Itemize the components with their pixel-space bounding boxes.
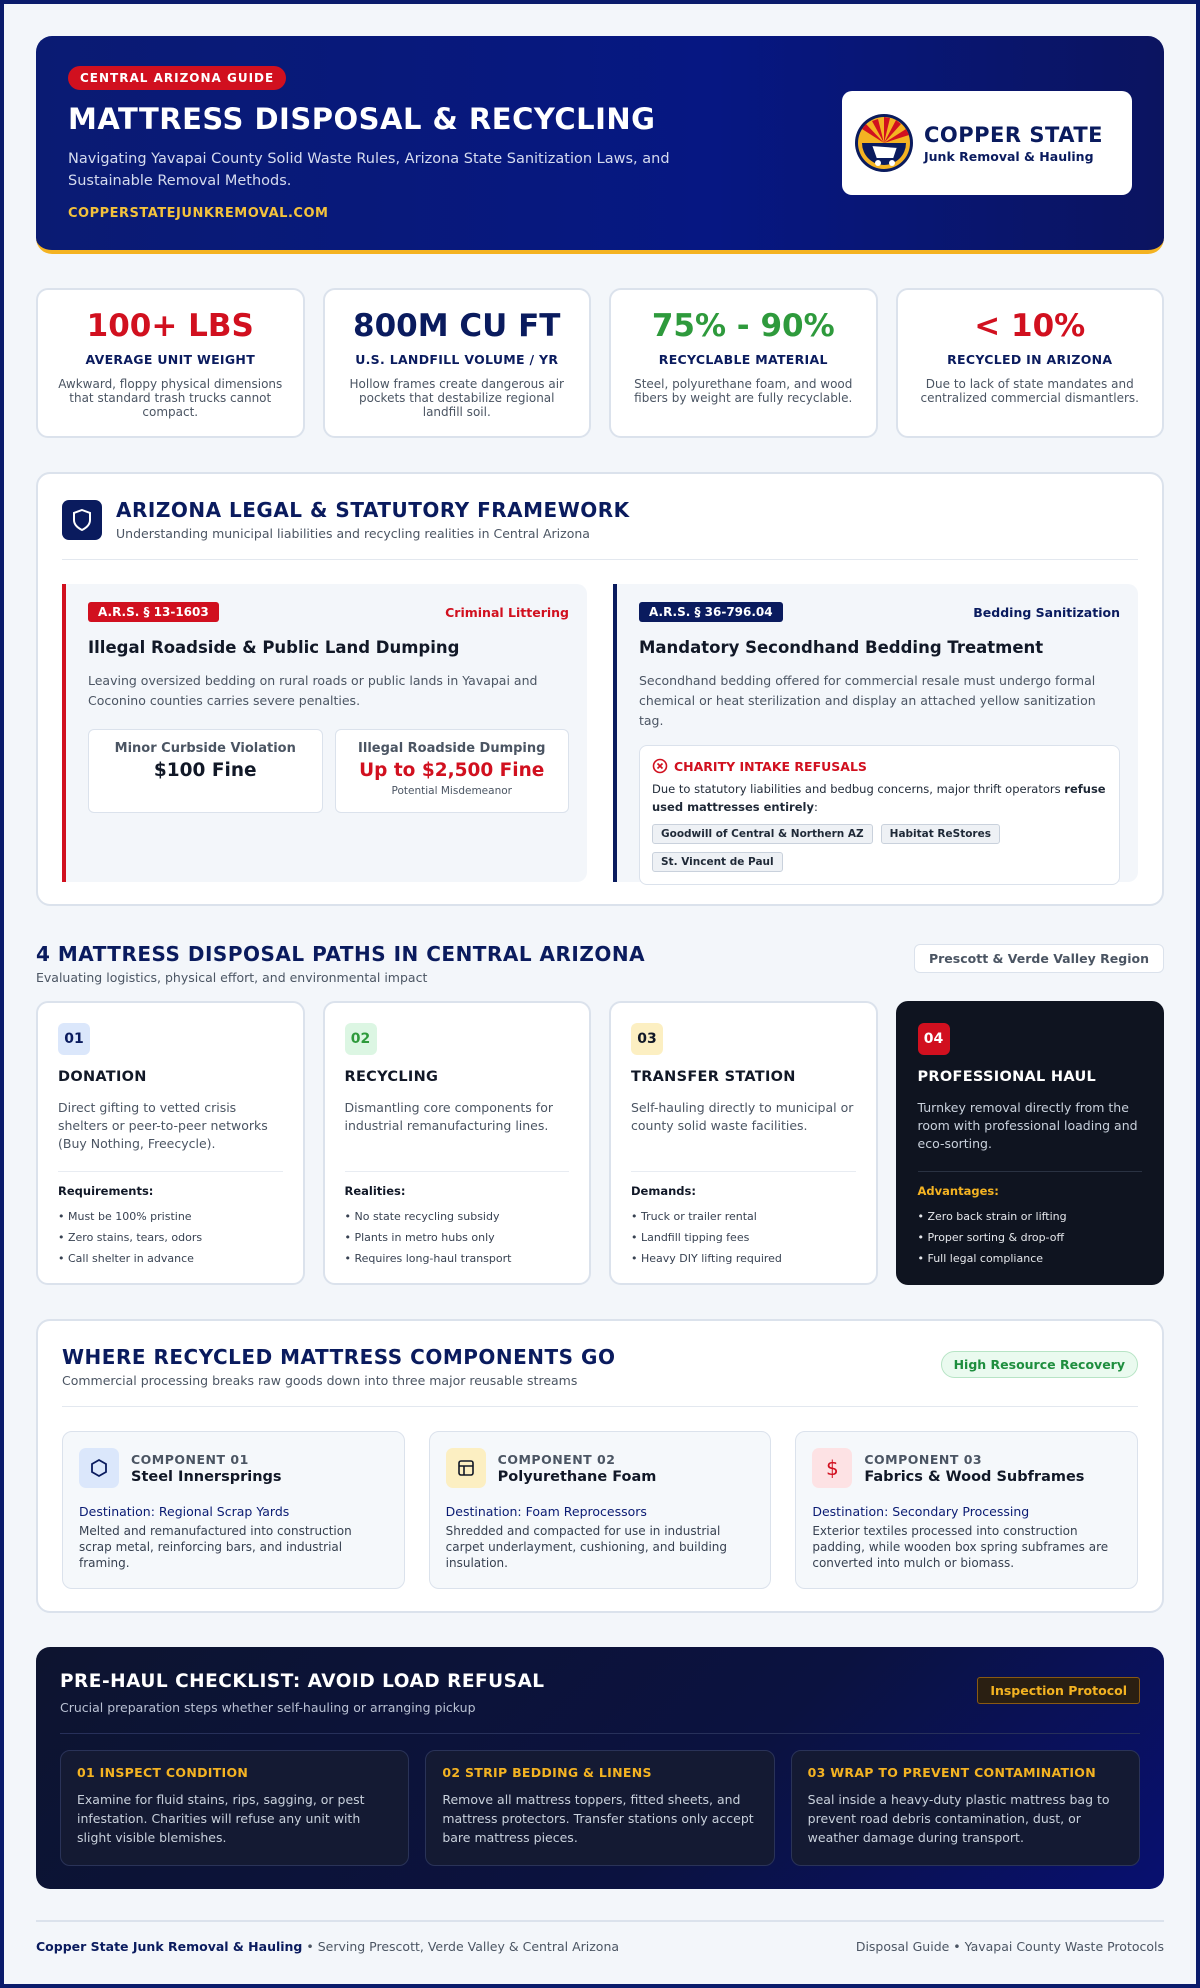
law-category: Bedding Sanitization <box>973 604 1120 620</box>
checklist-step <box>791 1750 1140 1866</box>
component-number: COMPONENT 01 <box>131 1451 249 1467</box>
charity-title: CHARITY INTAKE REFUSALS <box>674 758 867 774</box>
path-number: 01 <box>58 1023 90 1055</box>
section-title: ARIZONA LEGAL & STATUTORY FRAMEWORK <box>116 498 630 522</box>
stat-label: U.S. LANDFILL VOLUME / YR <box>355 352 559 367</box>
component-desc: Exterior textiles processed into construction padding, while wooden box spring subframes are converted into mulch or biomass. <box>812 1524 1109 1570</box>
sun-cart-logo-icon <box>854 113 914 173</box>
charity-chip: St. Vincent de Paul <box>652 852 783 872</box>
path-title: TRANSFER STATION <box>631 1069 796 1085</box>
law-heading: Illegal Roadside & Public Land Dumping <box>88 638 460 657</box>
stat-desc: Steel, polyurethane foam, and wood fibers by weight are fully recyclable. <box>634 377 853 405</box>
step-title: 02 STRIP BEDDING & LINENS <box>442 1765 652 1780</box>
components-section <box>36 1319 1164 1613</box>
legal-framework-section <box>36 472 1164 906</box>
hexagon-icon <box>79 1448 119 1488</box>
fine-value: $100 Fine <box>153 760 257 781</box>
layout-box-icon <box>446 1448 486 1488</box>
step-desc: Remove all mattress toppers, fitted sheets, and mattress protectors. Transfer stations only accept bare mattress pieces. <box>442 1792 754 1845</box>
component-name: Polyurethane Foam <box>497 1468 657 1485</box>
footer <box>36 1920 1164 1970</box>
component-card-foam <box>429 1431 772 1589</box>
statute-tag: A.R.S. § 36-796.04 <box>639 602 783 622</box>
law-heading: Mandatory Secondhand Bedding Treatment <box>639 638 1044 657</box>
region-badge: Prescott & Verde Valley Region <box>914 944 1164 973</box>
fine-box-illegal <box>335 729 570 813</box>
stat-card <box>323 288 592 438</box>
fine-label: Minor Curbside Violation <box>114 741 296 756</box>
footer-serving: • Serving Prescott, Verde Valley & Central Arizona <box>302 1938 620 1954</box>
path-list-head: Demands: <box>631 1184 696 1198</box>
paths-header <box>36 942 1164 985</box>
statute-tag: A.R.S. § 13-1603 <box>88 602 219 622</box>
section-subtitle: Crucial preparation steps whether self-hauling or arranging pickup <box>60 1700 476 1715</box>
stat-label: RECYCLED IN ARIZONA <box>947 352 1113 367</box>
law-desc: Leaving oversized bedding on rural roads or public lands in Yavapai and Coconino counties carries severe penalties. <box>88 673 538 708</box>
stat-value: 800M CU FT <box>353 308 561 344</box>
stat-value: 75% - 90% <box>651 308 835 344</box>
list-item: • Full legal compliance <box>917 1252 1044 1265</box>
component-number: COMPONENT 02 <box>497 1451 616 1467</box>
path-desc: Direct gifting to vetted crisis shelters or peer-to-peer networks (Buy Nothing, Freecycle). <box>58 1100 268 1151</box>
stats-row <box>36 288 1164 438</box>
list-item: • Zero stains, tears, odors <box>58 1231 203 1244</box>
path-card-recycling <box>323 1001 592 1285</box>
fine-note: Potential Misdemeanor <box>391 785 512 797</box>
list-item: • Zero back strain or lifting <box>917 1210 1067 1223</box>
section-subtitle: Evaluating logistics, physical effort, and environmental impact <box>36 970 428 985</box>
component-card-steel <box>62 1431 405 1589</box>
checklist-section <box>36 1647 1164 1889</box>
stat-desc: Awkward, floppy physical dimensions that standard trash trucks cannot compact. <box>58 377 283 419</box>
x-circle-icon <box>652 758 668 774</box>
checklist-step <box>60 1750 409 1866</box>
footer-left <box>36 1939 619 1954</box>
path-number: 03 <box>631 1023 663 1055</box>
charity-desc: Due to statutory liabilities and bedbug concerns, major thrift operators refuse used mattresses entirely: <box>652 782 1106 814</box>
stat-value: < 10% <box>974 308 1086 344</box>
path-title: DONATION <box>58 1069 147 1085</box>
guide-badge: CENTRAL ARIZONA GUIDE <box>68 66 286 90</box>
charity-refusal-box <box>639 745 1120 885</box>
path-title: PROFESSIONAL HAUL <box>917 1069 1097 1085</box>
path-number: 04 <box>918 1023 950 1055</box>
path-desc: Dismantling core components for industrial remanufacturing lines. <box>344 1100 553 1133</box>
step-title: 01 INSPECT CONDITION <box>77 1765 249 1780</box>
list-item: • Must be 100% pristine <box>58 1210 192 1223</box>
page-title: MATTRESS DISPOSAL & RECYCLING <box>68 102 656 136</box>
component-card-fabrics <box>795 1431 1138 1589</box>
path-number: 02 <box>345 1023 377 1055</box>
charity-chip: Goodwill of Central & Northern AZ <box>652 824 873 844</box>
stat-card <box>609 288 878 438</box>
shield-icon <box>62 500 102 540</box>
page <box>4 4 1196 1984</box>
component-destination: Destination: Regional Scrap Yards <box>79 1504 290 1519</box>
section-subtitle: Commercial processing breaks raw goods down into three major reusable streams <box>62 1373 578 1388</box>
component-desc: Melted and remanufactured into construction scrap metal, reinforcing bars, and industrial framing. <box>79 1524 352 1570</box>
section-title: PRE-HAUL CHECKLIST: AVOID LOAD REFUSAL <box>60 1671 545 1692</box>
component-destination: Destination: Foam Reprocessors <box>445 1504 647 1519</box>
law-card-littering <box>62 584 587 882</box>
law-category: Criminal Littering <box>445 604 569 620</box>
inspection-badge: Inspection Protocol <box>977 1677 1140 1704</box>
stat-desc: Due to lack of state mandates and centralized commercial dismantlers. <box>920 377 1139 405</box>
path-card-transfer-station <box>609 1001 878 1285</box>
step-desc: Seal inside a heavy-duty plastic mattress bag to prevent road debris contamination, dust, or weather damage during transport. <box>807 1792 1110 1845</box>
step-title: 03 WRAP TO PREVENT CONTAMINATION <box>807 1765 1096 1780</box>
component-name: Fabrics & Wood Subframes <box>864 1468 1085 1485</box>
stat-card <box>36 288 305 438</box>
fine-value: Up to $2,500 Fine <box>359 760 545 781</box>
footer-right: Disposal Guide • Yavapai County Waste Protocols <box>855 1938 1164 1954</box>
list-item: • Landfill tipping fees <box>631 1231 750 1244</box>
stat-label: RECYCLABLE MATERIAL <box>658 352 828 367</box>
hero-banner <box>36 36 1164 254</box>
component-desc: Shredded and compacted for use in industrial carpet underlayment, cushioning, and building insulation. <box>445 1524 728 1570</box>
checklist-step <box>425 1750 774 1866</box>
divider <box>60 1733 1140 1734</box>
company-logo <box>842 91 1132 195</box>
step-desc: Examine for fluid stains, rips, sagging, or pest infestation. Charities will refuse any unit with slight visible blemishes. <box>77 1792 365 1845</box>
charity-chip: Habitat ReStores <box>881 824 1000 844</box>
stat-label: AVERAGE UNIT WEIGHT <box>85 352 256 367</box>
section-subtitle: Understanding municipal liabilities and recycling realities in Central Arizona <box>116 526 590 541</box>
list-item: • No state recycling subsidy <box>344 1210 500 1223</box>
path-list-head: Realities: <box>344 1184 406 1198</box>
path-card-donation <box>36 1001 305 1285</box>
component-destination: Destination: Secondary Processing <box>812 1504 1030 1519</box>
law-desc: Secondhand bedding offered for commercial resale must undergo formal chemical or heat sterilization and display an attached yellow sanitization tag. <box>639 673 1096 728</box>
path-list-head: Advantages: <box>917 1184 999 1198</box>
divider <box>62 559 1138 560</box>
stat-desc: Hollow frames create dangerous air pockets that destabilize regional landfill soil. <box>349 377 564 419</box>
component-name: Steel Innersprings <box>131 1468 282 1485</box>
logo-tagline: Junk Removal & Hauling <box>924 148 1094 164</box>
stat-card <box>896 288 1165 438</box>
path-list-head: Requirements: <box>58 1184 154 1198</box>
section-title: WHERE RECYCLED MATTRESS COMPONENTS GO <box>62 1345 616 1369</box>
recovery-badge: High Resource Recovery <box>941 1351 1138 1378</box>
list-item: • Heavy DIY lifting required <box>631 1252 782 1265</box>
list-item: • Plants in metro hubs only <box>344 1231 495 1244</box>
law-card-sanitization <box>613 584 1138 882</box>
component-number: COMPONENT 03 <box>864 1451 983 1467</box>
stat-value: 100+ LBS <box>86 308 254 344</box>
fine-label: Illegal Roadside Dumping <box>358 741 546 756</box>
paths-row <box>36 1001 1164 1285</box>
footer-company: Copper State Junk Removal & Hauling <box>36 1938 303 1954</box>
path-desc: Self-hauling directly to municipal or county solid waste facilities. <box>631 1100 854 1133</box>
page-subtitle: Navigating Yavapai County Solid Waste Rules, Arizona State Sanitization Laws, and Sustainable Removal Methods. <box>68 151 670 189</box>
list-item: • Requires long-haul transport <box>344 1252 512 1265</box>
fine-box-minor <box>88 729 323 813</box>
divider <box>62 1406 1138 1407</box>
list-item: • Truck or trailer rental <box>631 1210 757 1223</box>
list-item: • Proper sorting & drop-off <box>917 1231 1065 1244</box>
logo-name: COPPER STATE <box>924 122 1103 147</box>
list-item: • Call shelter in advance <box>58 1252 194 1265</box>
section-title: 4 MATTRESS DISPOSAL PATHS IN CENTRAL ARIZONA <box>36 942 646 966</box>
path-desc: Turnkey removal directly from the room with professional loading and eco-sorting. <box>917 1100 1138 1151</box>
dollar-icon: $ <box>812 1448 852 1488</box>
website-link[interactable]: COPPERSTATEJUNKREMOVAL.COM <box>68 206 329 221</box>
path-title: RECYCLING <box>344 1069 439 1085</box>
path-card-professional-haul <box>896 1001 1165 1285</box>
